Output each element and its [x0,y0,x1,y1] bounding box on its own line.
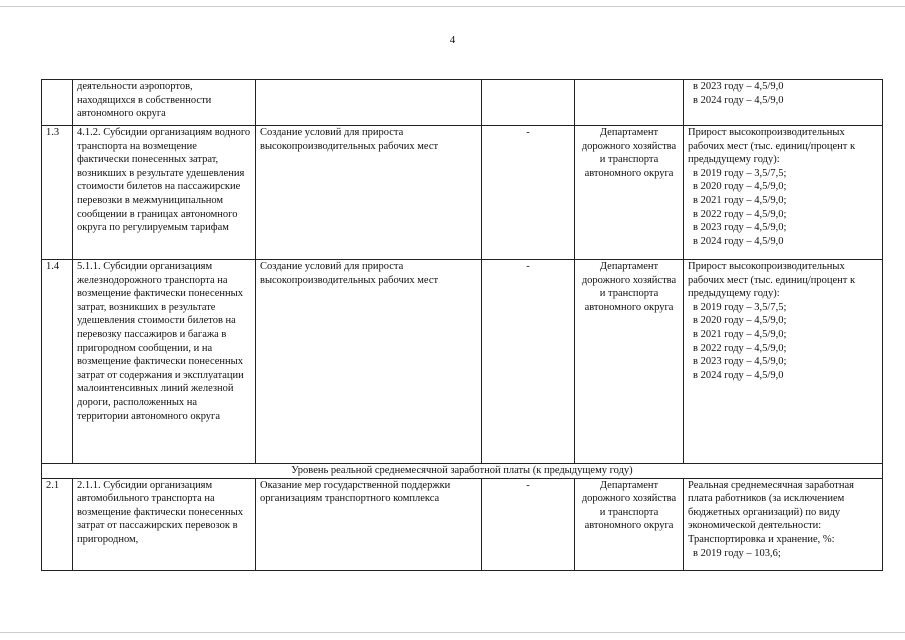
activity-dash: - [482,126,575,260]
program-table [41,79,883,571]
row-number: 1.3 [42,126,73,260]
result-year: в 2020 году – 4,5/9,0; [693,181,787,193]
result-year: в 2023 году – 4,5/9,0; [693,356,787,368]
row-number: 2.1 [42,478,73,570]
result-year: в 2019 году – 3,5/7,5; [693,167,787,179]
table-row [42,80,883,126]
result-heading: Прирост высокопроизводительных рабочих мест (тыс. единиц/процент к предыдущему году): [688,261,856,300]
row-number: 1.4 [42,260,73,464]
result-year: в 2021 году – 4,5/9,0; [693,328,787,340]
table-row [42,126,883,260]
row-number [42,80,73,126]
result-year: в 2024 году – 4,5/9,0 [693,369,784,381]
activity-name: деятельности аэропортов, находящихся в собственности автономного округа [73,80,256,126]
result-year: в 2023 году – 4,5/9,0; [693,222,787,234]
activity-dash [482,80,575,126]
scan-line-bottom [0,632,905,633]
section-heading: Уровень реальной среднемесячной заработной платы (к предыдущему году) [42,464,883,479]
result-year: в 2021 году – 4,5/9,0; [693,194,787,206]
activity-purpose: Создание условий для прироста высокопроизводительных рабочих мест [256,126,482,260]
activity-name: 5.1.1. Субсидии организациям железнодорожного транспорта на возмещение фактически понесенных затрат, возникших в результате удешевления стоимости билетов на перевозку пассажиров и багажа в пригородном сообщении, и на возмещение фактически понесенных затрат от содержания и эксплуатации малоинтенсивных линий железной дороги, расположенных на территории автономного округа [73,260,256,464]
section-heading-row [42,464,883,479]
result-year: в 2019 году – 103,6; [693,547,781,559]
table-row [42,260,883,464]
activity-name: 4.1.2. Субсидии организациям водного транспорта на возмещение фактически понесенных затрат, возникших в результате удешевления стоимости билетов на пассажирские перевозки в межмуниципальном сообщении в границах автономного округа по регулируемым тарифам [73,126,256,260]
result-heading: Прирост высокопроизводительных рабочих мест (тыс. единиц/процент к предыдущему году): [688,127,856,166]
responsible-department: Департамент дорожного хозяйства и транспорта автономного округа [575,260,684,464]
result-indicator [684,478,883,570]
scan-line-top [0,6,905,7]
result-indicator [684,126,883,260]
activity-purpose: Создание условий для прироста высокопроизводительных рабочих мест [256,260,482,464]
result-year: в 2019 году – 3,5/7,5; [693,301,787,313]
result-year: в 2022 году – 4,5/9,0; [693,208,787,220]
result-year: в 2020 году – 4,5/9,0; [693,315,787,327]
activity-name: 2.1.1. Субсидии организациям автомобильного транспорта на возмещение фактически понесенных затрат от пассажирских перевозок в пригородном, [73,478,256,570]
table-row [42,478,883,570]
result-year: в 2024 году – 4,5/9,0 [693,235,784,247]
activity-purpose [256,80,482,126]
responsible-department: Департамент дорожного хозяйства и транспорта автономного округа [575,126,684,260]
activity-dash: - [482,260,575,464]
activity-purpose: Оказание мер государственной поддержки организациям транспортного комплекса [256,478,482,570]
responsible-department: Департамент дорожного хозяйства и транспорта автономного округа [575,478,684,570]
responsible-department [575,80,684,126]
result-year: в 2023 году – 4,5/9,0 [693,81,784,92]
activity-dash: - [482,478,575,570]
result-year: в 2024 году – 4,5/9,0 [693,94,784,106]
result-indicator [684,260,883,464]
page-number: 4 [449,34,456,46]
result-indicator [684,80,883,126]
result-year: в 2022 году – 4,5/9,0; [693,342,787,354]
result-heading: Реальная среднемесячная заработная плата работников (за исключением бюджетных организаций) по виду экономической деятельности: Транспортировка и хранение, %: [688,479,855,545]
